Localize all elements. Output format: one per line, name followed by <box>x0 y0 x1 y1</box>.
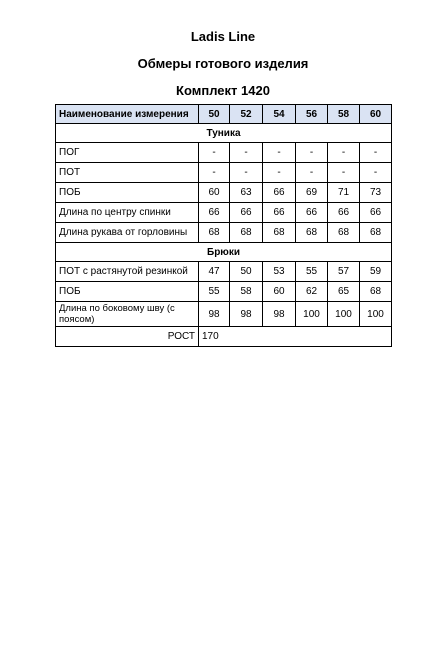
header-size-60: 60 <box>360 105 392 124</box>
section-row <box>56 243 392 262</box>
measurement-value: 63 <box>230 183 263 203</box>
measurement-value: - <box>296 163 328 183</box>
measurement-name: ПОБ <box>56 183 199 203</box>
measurements-table <box>55 104 392 347</box>
brand-title: Ladis Line <box>190 29 256 44</box>
measurement-value: 73 <box>360 183 392 203</box>
measurement-name: Длина по боковому шву (с поясом) <box>56 302 199 327</box>
table-row <box>56 203 392 223</box>
measurement-value: - <box>230 163 263 183</box>
measurement-value: 58 <box>230 282 263 302</box>
measurement-value: 66 <box>360 203 392 223</box>
table-row <box>56 223 392 243</box>
measurement-value: 68 <box>199 223 230 243</box>
measurement-value: 71 <box>328 183 360 203</box>
measurement-value: 66 <box>199 203 230 223</box>
measurement-value: 100 <box>328 302 360 327</box>
measurement-value: 59 <box>360 262 392 282</box>
measurement-value: 66 <box>296 203 328 223</box>
measurement-name: ПОБ <box>56 282 199 302</box>
measurement-value: 68 <box>230 223 263 243</box>
header-size-56: 56 <box>296 105 328 124</box>
measurement-value: 53 <box>263 262 296 282</box>
measurements-table-body <box>56 105 392 347</box>
measurement-name: ПОГ <box>56 143 199 163</box>
measurement-value: 98 <box>230 302 263 327</box>
measurement-value: - <box>263 163 296 183</box>
measurement-value: 55 <box>296 262 328 282</box>
table-header-row <box>56 105 392 124</box>
measurement-value: 60 <box>263 282 296 302</box>
measurement-value: 66 <box>263 183 296 203</box>
measurement-value: 66 <box>328 203 360 223</box>
measurement-value: - <box>263 143 296 163</box>
measurement-name: Длина по центру спинки <box>56 203 199 223</box>
measurement-value: 100 <box>296 302 328 327</box>
measurement-value: - <box>199 163 230 183</box>
measurement-value: 47 <box>199 262 230 282</box>
measurement-value: 98 <box>263 302 296 327</box>
header-size-52: 52 <box>230 105 263 124</box>
measurement-value: - <box>230 143 263 163</box>
section-title: Брюки <box>56 243 392 262</box>
measurement-value: 68 <box>296 223 328 243</box>
measurement-value: 68 <box>360 282 392 302</box>
measurement-value: 98 <box>199 302 230 327</box>
measurement-value: 57 <box>328 262 360 282</box>
header-size-50: 50 <box>199 105 230 124</box>
measurement-value: 68 <box>328 223 360 243</box>
measurement-name: ПОТ <box>56 163 199 183</box>
document-heading: Обмеры готового изделия <box>137 56 309 71</box>
measurement-value: 50 <box>230 262 263 282</box>
measurement-value: - <box>199 143 230 163</box>
measurement-value: 65 <box>328 282 360 302</box>
table-row <box>56 163 392 183</box>
table-row <box>56 183 392 203</box>
measurement-value: 66 <box>263 203 296 223</box>
measurement-name: Длина рукава от горловины <box>56 223 199 243</box>
measurement-value: 69 <box>296 183 328 203</box>
measurement-value: - <box>328 163 360 183</box>
measurement-value: 100 <box>360 302 392 327</box>
measurement-name: ПОТ с растянутой резинкой <box>56 262 199 282</box>
measurement-value: 55 <box>199 282 230 302</box>
header-measurement-name: Наименование измерения <box>56 105 199 124</box>
set-label: Комплект 1420 <box>176 83 270 98</box>
table-row <box>56 262 392 282</box>
table-row <box>56 282 392 302</box>
measurement-value: - <box>360 163 392 183</box>
section-row <box>56 124 392 143</box>
measurement-value: 68 <box>263 223 296 243</box>
measurement-value: 60 <box>199 183 230 203</box>
measurement-value: 66 <box>230 203 263 223</box>
measurement-value: 68 <box>360 223 392 243</box>
header-size-58: 58 <box>328 105 360 124</box>
section-title: Туника <box>56 124 392 143</box>
measurement-value: - <box>296 143 328 163</box>
measurement-value: 62 <box>296 282 328 302</box>
table-row <box>56 143 392 163</box>
table-row <box>56 302 392 327</box>
rost-row <box>56 327 392 347</box>
measurement-value: - <box>360 143 392 163</box>
measurement-value: - <box>328 143 360 163</box>
rost-label: РОСТ <box>56 327 199 347</box>
header-size-54: 54 <box>263 105 296 124</box>
rost-value: 170 <box>199 327 392 347</box>
